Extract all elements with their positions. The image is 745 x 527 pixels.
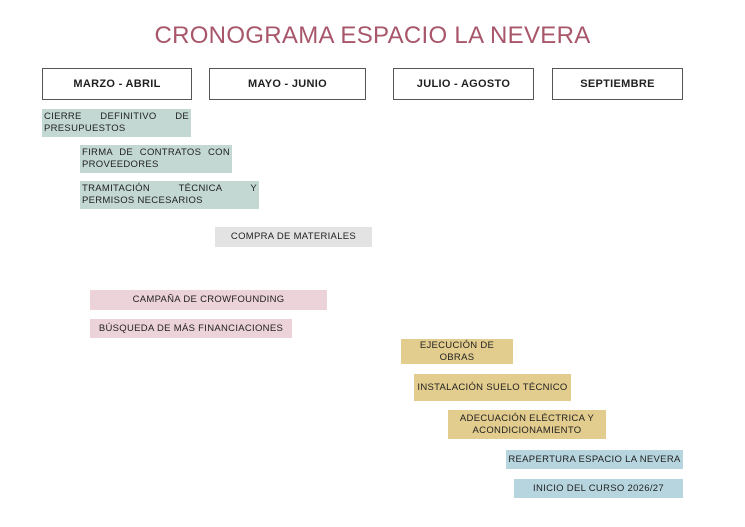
- month-header-septiembre: SEPTIEMBRE: [552, 68, 683, 100]
- task-bar-adecuacion-electrica: ADECUACIÓN ELÉCTRICA Y ACONDICIONAMIENTO: [448, 410, 606, 439]
- task-bar-inicio-curso: INICIO DEL CURSO 2026/27: [514, 479, 683, 498]
- task-bar-cierre-presupuestos: CIERRE DEFINITIVO DE PRESUPUESTOS: [42, 109, 191, 137]
- task-bar-ejecucion-obras: EJECUCIÓN DE OBRAS: [401, 339, 513, 364]
- task-bar-compra-materiales: COMPRA DE MATERIALES: [215, 227, 372, 247]
- month-header-mayo-junio: MAYO - JUNIO: [209, 68, 366, 100]
- task-bar-crowfounding: CAMPAÑA DE CROWFOUNDING: [90, 290, 327, 310]
- task-bar-firma-contratos: FIRMA DE CONTRATOS CON PROVEEDORES: [80, 145, 232, 173]
- task-bar-suelo-tecnico: INSTALACIÓN SUELO TÉCNICO: [414, 374, 571, 401]
- task-bar-reapertura: REAPERTURA ESPACIO LA NEVERA: [506, 450, 683, 469]
- task-bar-tramitacion-permisos: TRAMITACIÓN TÉCNICA Y PERMISOS NECESARIOS: [80, 181, 259, 209]
- page-title: CRONOGRAMA ESPACIO LA NEVERA: [154, 22, 591, 49]
- month-header-marzo-abril: MARZO - ABRIL: [42, 68, 192, 100]
- month-header-julio-agosto: JULIO - AGOSTO: [393, 68, 534, 100]
- task-bar-financiaciones: BÚSQUEDA DE MÁS FINANCIACIONES: [90, 319, 292, 338]
